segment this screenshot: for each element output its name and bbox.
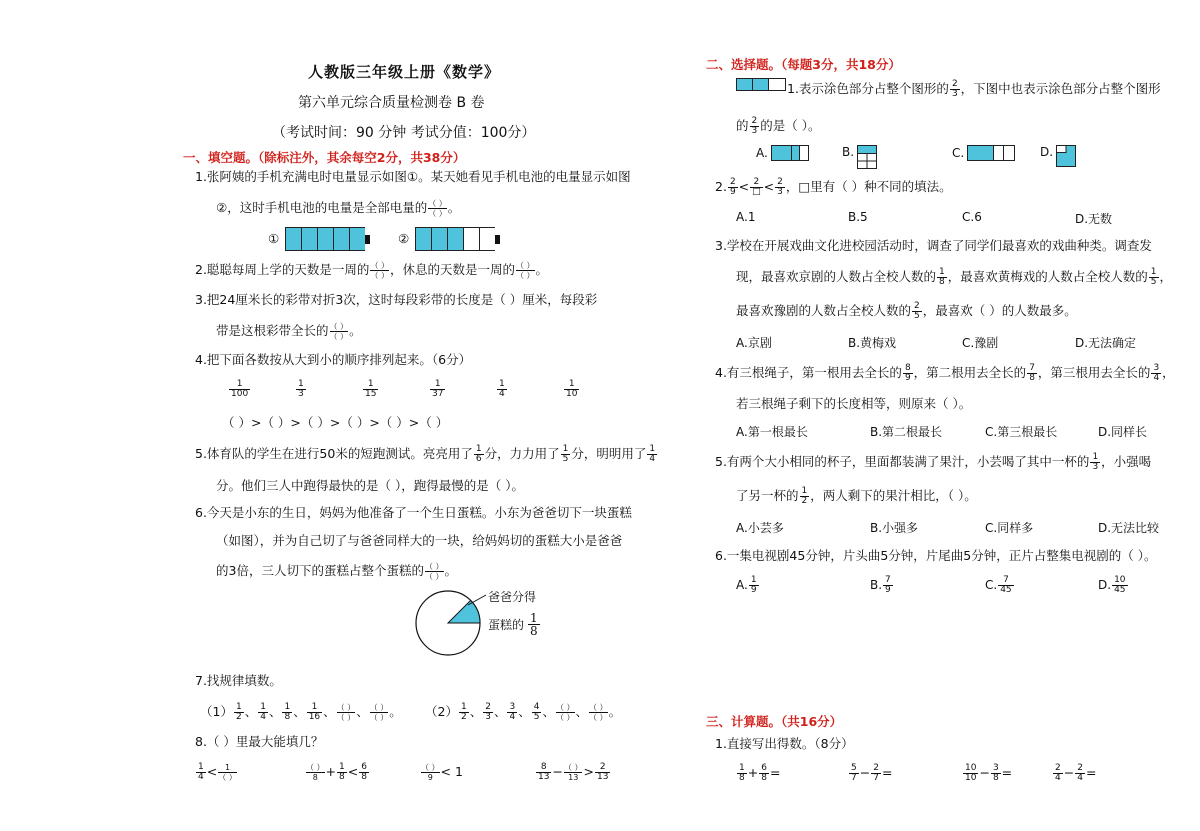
page-title: 人教版三年级上册《数学》 (308, 63, 501, 81)
s2-q1-option-c[interactable]: C. (952, 145, 1015, 161)
q1-reference-figure (736, 78, 786, 91)
s2-q2-option-b[interactable]: B.5 (848, 210, 868, 224)
s2-q2-option-c[interactable]: C.6 (962, 210, 982, 224)
q8-item-3: $\frac{( )}{9}$ < 1 (421, 763, 463, 782)
q4-fraction: $\frac{1}{3}$ (298, 379, 304, 399)
section3-heading: 三、计算题。（共16分） (706, 714, 843, 729)
calc-item-4: $\frac{2}{4}$ − $\frac{2}{4}$ = (1055, 763, 1097, 783)
s2-q1-line1: 1.表示涂色部分占整个图形的 $\frac{2}{3}$ ，下图中也表示涂色部分占整个图形 (787, 79, 1161, 99)
q4-fraction: $\frac{1}{37}$ (432, 379, 444, 399)
q8: 8.（ ）里最大能填几？ (195, 734, 324, 749)
q5-line1: 5.体育队的学生在进行50米的短跑测试。亮亮用了 $\frac{1}{6}$ 分，力力用了 $\frac{1}{5}$ 分，明明用了 $\frac{1}{4}$ (195, 444, 656, 464)
s2-q6-option-c[interactable]: C. $\frac{7}{45}$ (985, 575, 1012, 595)
s2-q3-line1: 3.学校在开展戏曲文化进校园活动时，调查了同学们最喜欢的戏曲种类。调查发 (715, 238, 1152, 253)
s2-q5-option-a[interactable]: A.小芸多 (736, 521, 784, 535)
q4-fraction: $\frac{1}{10}$ (566, 379, 578, 399)
s2-q1-option-d[interactable]: D. (1040, 145, 1076, 167)
option-b-grid (857, 145, 877, 169)
calc-item-1: $\frac{1}{8}$ + $\frac{6}{8}$ = (739, 763, 781, 783)
s2-q5-option-d[interactable]: D.无法比较 (1098, 521, 1160, 535)
q3-line1: 3.把24厘米长的彩带对折3次，这时每段彩带的长度是（ ）厘米，每段彩 (195, 292, 598, 307)
s2-q5-option-b[interactable]: B.小强多 (870, 521, 919, 535)
s2-q3-option-a[interactable]: A.京剧 (736, 336, 772, 350)
s2-q2: 2. $\frac{2}{9}$ < $\frac{2}{□}$ < $\frac{2}{3}$ ，□里有（ ）种不同的填法。 (715, 177, 952, 197)
s2-q3-option-c[interactable]: C.豫剧 (962, 336, 999, 350)
s2-q6-option-d[interactable]: D. $\frac{10}{45}$ (1098, 575, 1126, 595)
s2-q1-option-b[interactable]: B. (842, 145, 877, 169)
page-subtitle: 第六单元综合质量检测卷 B 卷 (298, 95, 485, 111)
exam-info: （考试时间：90 分钟 考试分值：100分） (272, 125, 536, 141)
s2-q2-option-a[interactable]: A.1 (736, 210, 756, 224)
q4: 4.把下面各数按从大到小的顺序排列起来。（6分） (195, 352, 472, 367)
s2-q6-option-a[interactable]: A. $\frac{1}{9}$ (736, 575, 757, 595)
q8-item-2: $\frac{( )}{8}$ + $\frac{1}{8}$ < $\frac{6}{8}$ (306, 762, 367, 782)
calc-item-2: $\frac{5}{7}$ − $\frac{2}{7}$ = (851, 763, 893, 783)
s2-q4-option-b[interactable]: B.第二根最长 (870, 425, 943, 439)
s2-q5-line2: 了另一杯的 $\frac{1}{2}$ ，两人剩下的果汁相比，（ ）。 (736, 486, 977, 506)
q7-sequence-2: （2） $\frac{1}{2}$ 、 $\frac{2}{3}$ 、 $\frac{3}{4}$ 、 $\frac{4}{5}$ 、 $\frac{( )}{( )}$ 、 $\frac{( )}{( )}$ 。 (425, 702, 622, 722)
s2-q6: 6.一集电视剧45分钟，片头曲5分钟，片尾曲5分钟，正片占整集电视剧的（ ）。 (715, 548, 1157, 563)
q8-item-4: $\frac{8}{13}$ − $\frac{( )}{13}$ > $\frac{2}{13}$ (538, 762, 609, 782)
q8-item-1: $\frac{1}{4}$ < $\frac{1}{( )}$ (198, 762, 237, 782)
q3-line2: 带是这根彩带全长的 $\frac{( )}{( )}$ 。 (216, 322, 362, 341)
section1-heading: 一、填空题。（除标注外，其余每空2分，共38分） (183, 150, 466, 165)
q4-fraction: $\frac{1}{100}$ (231, 379, 249, 399)
q6-line3: 的3倍，三人切下的蛋糕占整个蛋糕的 $\frac{( )}{( )}$ 。 (216, 562, 458, 581)
q6-line1: 6.今天是小东的生日，妈妈为他准备了一个生日蛋糕。小东为爸爸切下一块蛋糕 (195, 505, 632, 520)
cake-label-2: 蛋糕的 $\frac{1}{8}$ (488, 611, 538, 638)
q4-order-blanks: （ ）>（ ）>（ ）>（ ）>（ ）>（ ） (222, 415, 449, 430)
q7: 7.找规律填数。 (195, 673, 282, 688)
s2-q4-line2: 若三根绳子剩下的长度相等，则原来（ ）。 (736, 396, 972, 411)
s2-q4-option-c[interactable]: C.第三根最长 (985, 425, 1058, 439)
section2-heading: 二、选择题。（每题3分，共18分） (706, 57, 901, 72)
s2-q3-line3: 最喜欢豫剧的人数占全校人数的 $\frac{2}{5}$ ，最喜欢（ ）的人数最多。 (736, 301, 1077, 321)
s2-q3-line2: 现，最喜欢京剧的人数占全校人数的 $\frac{1}{8}$ ，最喜欢黄梅戏的人数占全校人数的 $\frac{1}{5}$ ， (736, 267, 1173, 287)
s2-q1-line2: 的 $\frac{2}{3}$ 的是（ ）。 (736, 116, 821, 136)
q6-line2: （如图），并为自己切了与爸爸同样大的一块，给妈妈切的蛋糕大小是爸爸 (216, 533, 623, 548)
q1-line1: 1.张阿姨的手机充满电时电量显示如图①。某天她看见手机电池的电量显示如图 (195, 169, 631, 184)
s2-q4-option-a[interactable]: A.第一根最长 (736, 425, 808, 439)
q5-line2: 分。他们三人中跑得最快的是（ ），跑得最慢的是（ ）。 (216, 478, 524, 493)
q4-fraction: $\frac{1}{15}$ (365, 379, 377, 399)
s2-q5-option-c[interactable]: C.同样多 (985, 521, 1034, 535)
calc-item-3: $\frac{10}{10}$ − $\frac{3}{8}$ = (965, 763, 1013, 783)
s2-q4-line1: 4.有三根绳子，第一根用去全长的 $\frac{8}{9}$ ，第二根用去全长的 $\frac{7}{8}$ ，第三根用去全长的 $\frac{3}{4}$ ， (715, 363, 1175, 383)
q2: 2.聪聪每周上学的天数是一周的 $\frac{( )}{( )}$ ，休息的天数是一周的 $\frac{( )}{( )}$ 。 (195, 261, 549, 280)
cake-label-1: 爸爸分得 (488, 590, 537, 604)
battery-figure-2: ② (398, 227, 500, 251)
s2-q3-option-b[interactable]: B.黄梅戏 (848, 336, 897, 350)
s2-q3-option-d[interactable]: D.无法确定 (1075, 336, 1137, 350)
s2-q2-option-d[interactable]: D.无数 (1075, 212, 1113, 226)
s2-q4-option-d[interactable]: D.同样长 (1098, 425, 1148, 439)
s2-q5-line1: 5.有两个大小相同的杯子，里面都装满了果汁，小芸喝了其中一杯的 $\frac{1}{3}$ ，小强喝 (715, 452, 1152, 472)
s2-q1-option-a[interactable]: A. (756, 145, 809, 161)
s2-q6-option-b[interactable]: B. $\frac{7}{9}$ (870, 575, 891, 595)
option-d-grid (1056, 145, 1076, 167)
q7-sequence-1: （1） $\frac{1}{2}$ 、 $\frac{1}{4}$ 、 $\frac{1}{8}$ 、 $\frac{1}{16}$ 、 $\frac{( )}{( )}$ 、 $\frac{( )}{( )}$ 。 (200, 702, 402, 722)
q4-fraction: $\frac{1}{4}$ (499, 379, 505, 399)
battery-figure-1: ① (268, 227, 370, 251)
s3-q1: 1.直接写出得数。（8分） (715, 736, 854, 751)
q1-line2: ②，这时手机电池的电量是全部电量的 $\frac{( )}{( )}$ 。 (216, 199, 461, 218)
